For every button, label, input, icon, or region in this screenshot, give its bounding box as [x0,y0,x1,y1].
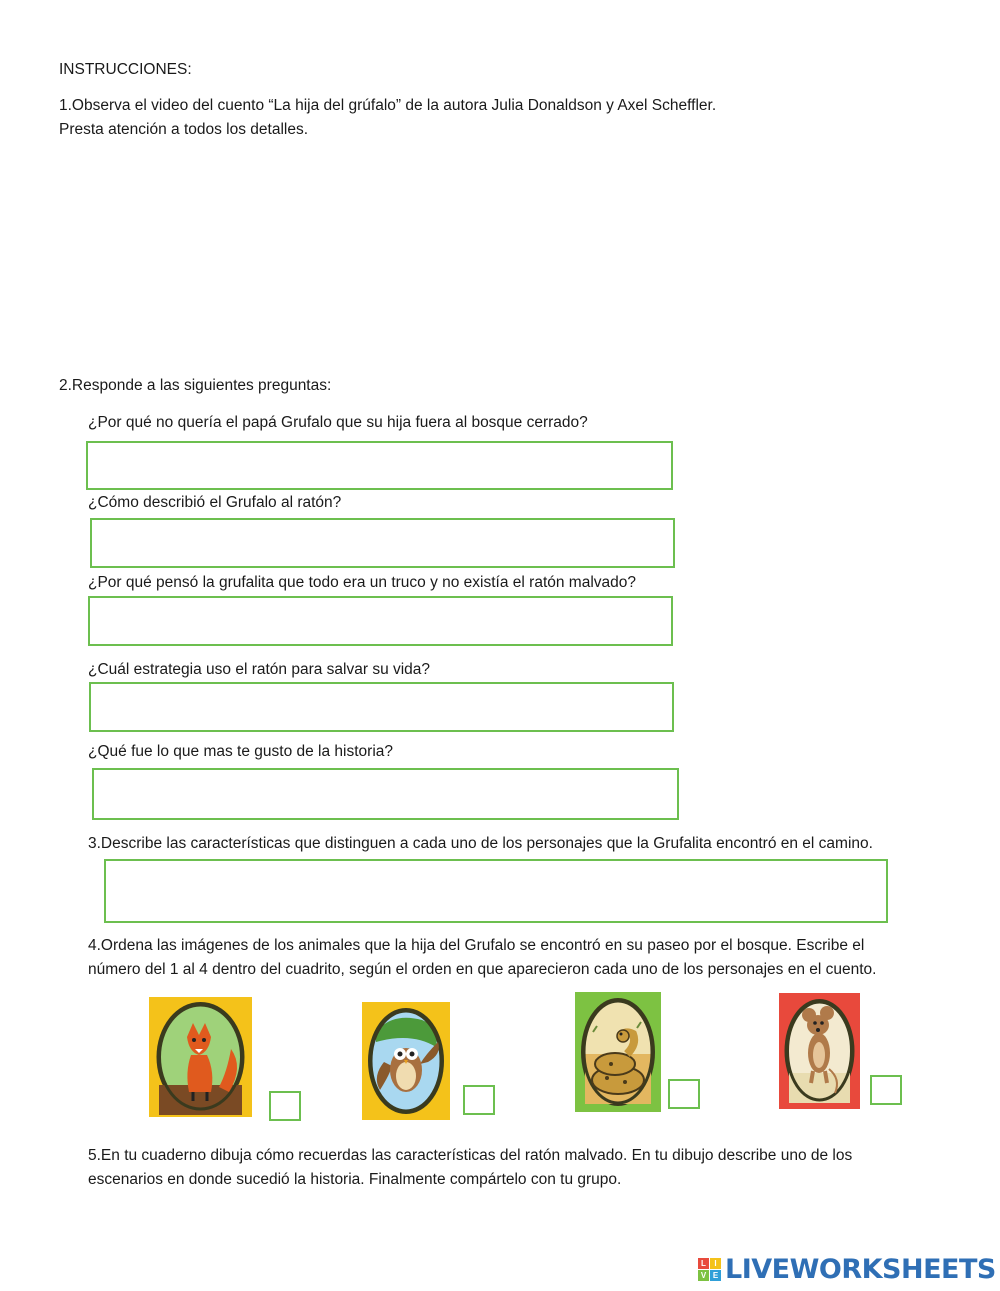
question-5: ¿Qué fue lo que mas te gusto de la historia? [88,743,394,760]
fox-image [149,997,252,1117]
step3-text: 3.Describe las características que distinguen a cada uno de los personajes que la Grufalita encontró en el camino. [88,835,873,852]
instructions-title: INSTRUCCIONES: [59,61,192,78]
step1-line2: Presta atención a todos los detalles. [59,121,309,138]
order-box-mouse[interactable] [870,1075,902,1105]
owl-image [362,1002,450,1120]
answer-field-4[interactable] [89,682,674,732]
snake-image [575,992,661,1112]
step2-title: 2.Responde a las siguientes preguntas: [59,377,332,394]
question-4: ¿Cuál estrategia uso el ratón para salvar su vida? [88,661,431,678]
question-1: ¿Por qué no quería el papá Grufalo que su hija fuera al bosque cerrado? [88,414,588,431]
answer-field-characters[interactable] [104,859,888,923]
order-box-owl[interactable] [463,1085,495,1115]
step4-line2: número del 1 al 4 dentro del cuadrito, según el orden en que aparecieron cada uno de los personajes en el cuento. [88,961,877,978]
answer-field-1[interactable] [86,441,673,490]
order-box-fox[interactable] [269,1091,301,1121]
mouse-image [779,993,860,1109]
answer-field-3[interactable] [88,596,673,646]
logo-block-i: I [710,1258,721,1269]
question-2: ¿Cómo describió el Grufalo al ratón? [88,494,342,511]
step5-line2: escenarios en donde sucedió la historia. Finalmente compártelo con tu grupo. [88,1171,622,1188]
step1-line1: 1.Observa el video del cuento “La hija del grúfalo” de la autora Julia Donaldson y Axel Scheffler. [59,97,717,114]
answer-field-5[interactable] [92,768,679,820]
logo-text: LIVEWORKSHEETS [725,1253,996,1285]
logo-blocks-icon [698,1258,721,1281]
step5-line1: 5.En tu cuaderno dibuja cómo recuerdas las características del ratón malvado. En tu dibujo describe uno de los [88,1147,853,1164]
order-box-snake[interactable] [668,1079,700,1109]
liveworksheets-logo [698,1252,996,1286]
logo-block-l: L [698,1258,709,1269]
answer-field-2[interactable] [90,518,675,568]
question-3: ¿Por qué pensó la grufalita que todo era un truco y no existía el ratón malvado? [88,574,637,591]
logo-block-e: E [710,1270,721,1281]
logo-block-v: V [698,1270,709,1281]
step4-line1: 4.Ordena las imágenes de los animales que la hija del Grufalo se encontró en su paseo por el bosque. Escribe el [88,937,865,954]
